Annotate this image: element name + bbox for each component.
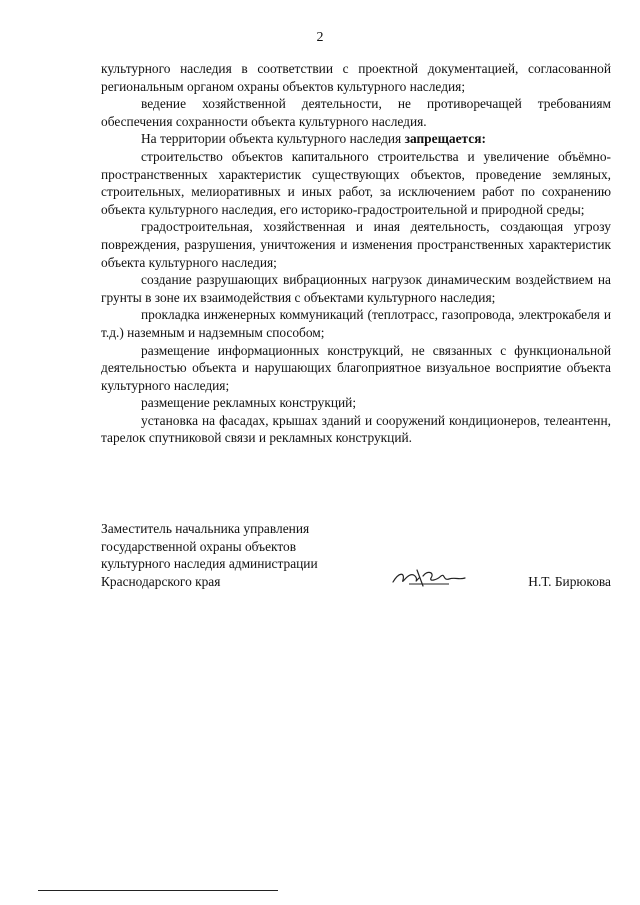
paragraph: прокладка инженерных коммуникаций (теплотрасс, газопровода, электрокабеля и т.д.) наземным и надземным способом; [101,307,611,340]
paragraph: размещение рекламных конструкций; [141,395,357,411]
document-body [101,60,611,447]
signature-block [101,520,611,590]
paragraph: строительство объектов капитального строительства и увеличение объёмно-пространственных характеристик существующих объектов, проведение земляных, строительных, мелиоративных и иных работ, за исключением работ по сохранению объекта культурного наследия, его историко-градостроительной и природной среды; [101,148,611,217]
signatory-title-line: Заместитель начальника управления [101,521,310,536]
paragraph: создание разрушающих вибрационных нагрузок динамическим воздействием на грунты в зоне их взаимодействия с объектами культурного наследия; [101,272,611,305]
prohibition-intro: На территории объекта культурного наследия [141,131,405,147]
prohibition-keyword: запрещается: [404,131,486,147]
signatory-title-line: государственной охраны объектов [101,538,297,554]
signatory-title-line: Краснодарского края [101,573,221,589]
signatory-title-line: культурного наследия администрации [101,556,318,572]
signatory-name: Н.Т. Бирюкова [528,573,611,589]
prohibition-heading [101,130,611,148]
handwritten-signature [389,564,469,592]
paragraph: размещение информационных конструкций, не связанных с функциональной деятельностью объекта и нарушающих благоприятное визуальное восприятие объекта культурного наследия; [101,342,611,393]
footer-divider [38,890,278,891]
paragraph: установка на фасадах, крышах зданий и сооружений кондиционеров, телеантенн, тарелок спутниковой связи и рекламных конструкций. [101,412,611,446]
paragraph: градостроительная, хозяйственная и иная деятельность, создающая угрозу повреждения, разрушения, уничтожения и изменения пространственных характеристик объекта культурного наследия; [101,219,611,270]
page-number: 2 [316,30,324,45]
paragraph: культурного наследия в соответствии с проектной документацией, согласованной региональным органом охраны объектов культурного наследия; [101,61,611,94]
paragraph: ведение хозяйственной деятельности, не противоречащей требованиям обеспечения сохранности объекта культурного наследия. [101,96,611,129]
